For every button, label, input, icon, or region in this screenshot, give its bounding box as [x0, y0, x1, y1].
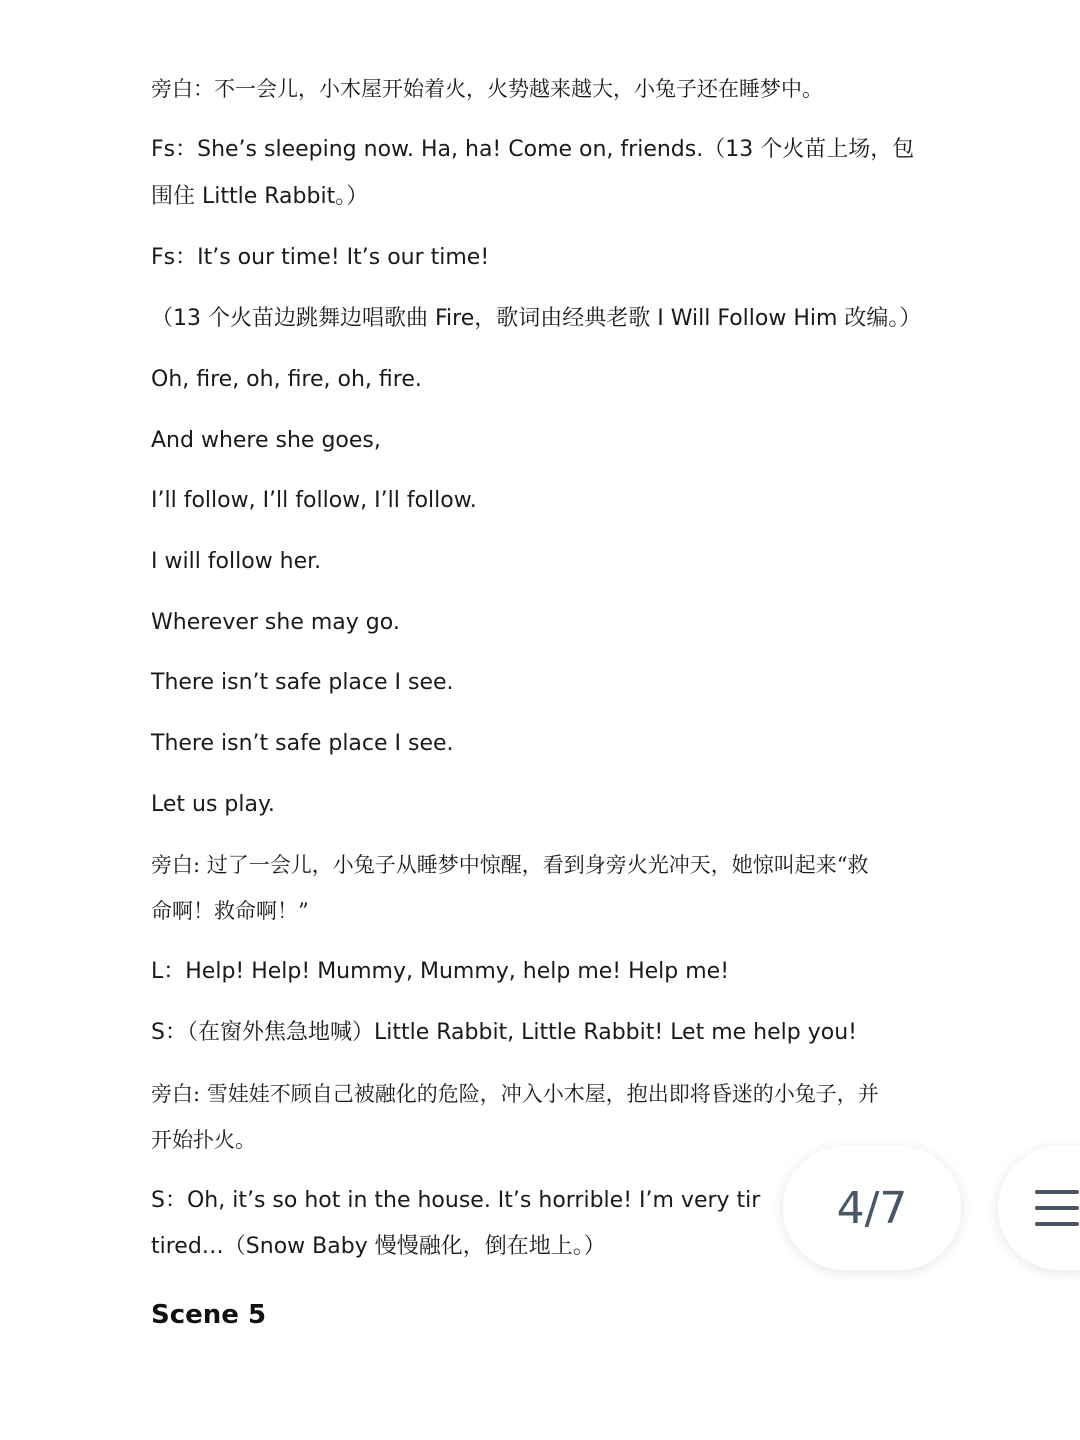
- narration-line: 旁白：不一会儿，小木屋开始着火，火势越来越大，小兔子还在睡梦中。: [151, 77, 823, 101]
- page-indicator: [783, 1146, 961, 1270]
- lyric-line: Let us play.: [151, 792, 275, 817]
- dialogue-line: Fs：She’s sleeping now. Ha, ha! Come on, friends.（13 个火苗上场，包: [151, 137, 915, 162]
- dialogue-line: S：（在窗外焦急地喊）Little Rabbit, Little Rabbit! Let me help you!: [151, 1020, 857, 1045]
- lyric-line: I’ll follow, I’ll follow, I’ll follow.: [151, 488, 477, 513]
- lyric-line: Wherever she may go.: [151, 610, 400, 635]
- dialogue-line: tired…（Snow Baby 慢慢融化，倒在地上。）: [151, 1234, 606, 1259]
- menu-button[interactable]: [998, 1146, 1080, 1270]
- stage-direction-line: （13 个火苗边跳舞边唱歌曲 Fire，歌词由经典老歌 I Will Follow Him 改编。）: [151, 306, 922, 331]
- lyric-line: Oh, fire, oh, fire, oh, fire.: [151, 367, 422, 392]
- dialogue-line: 围住 Little Rabbit。）: [151, 184, 369, 209]
- narration-line: 开始扑火。: [151, 1128, 256, 1152]
- lyric-line: I will follow her.: [151, 549, 322, 574]
- scene-heading: Scene 5: [151, 1300, 267, 1330]
- dialogue-line: S：Oh, it’s so hot in the house. It’s horrible! I’m very tir: [151, 1188, 761, 1213]
- dialogue-line: L：Help! Help! Mummy, Mummy, help me! Help me!: [151, 959, 730, 984]
- hamburger-menu-icon: [1035, 1190, 1079, 1226]
- narration-line: 命啊！救命啊！”: [151, 899, 309, 923]
- dialogue-line: Fs：It’s our time! It’s our time!: [151, 245, 490, 270]
- lyric-line: There isn’t safe place I see.: [151, 731, 454, 756]
- narration-line: 旁白: 雪娃娃不顾自己被融化的危险，冲入小木屋，抱出即将昏迷的小兔子，并: [151, 1082, 879, 1106]
- lyric-line: And where she goes,: [151, 428, 381, 453]
- page-indicator-text: 4/7: [836, 1182, 908, 1234]
- narration-line: 旁白: 过了一会儿，小兔子从睡梦中惊醒，看到身旁火光冲天，她惊叫起来“救: [151, 853, 869, 877]
- lyric-line: There isn’t safe place I see.: [151, 670, 454, 695]
